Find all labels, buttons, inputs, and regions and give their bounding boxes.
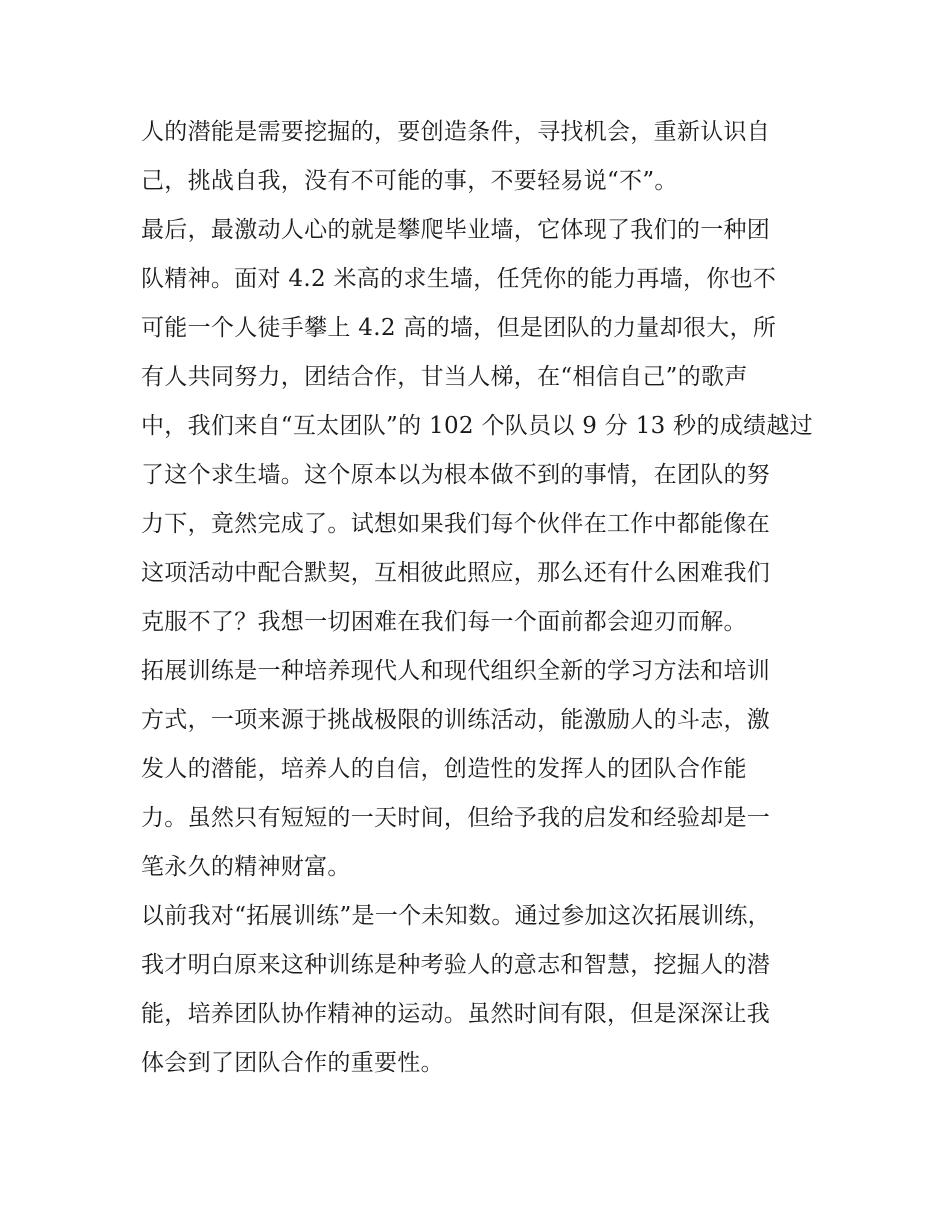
text-line: 有人共同努力，团结合作，甘当人梯，在“相信自己”的歌声 [141, 364, 748, 390]
text-line: 拓展训练是一种培养现代人和现代组织全新的学习方法和培训 [141, 658, 771, 684]
text-line: 中，我们来自“互太团队”的 102 个队员以 9 分 13 秒的成绩越过 [141, 413, 813, 439]
text-line: 力下，竟然完成了。试想如果我们每个伙伴在工作中都能像在 [141, 511, 771, 537]
paragraph-teamwork-conclusion [141, 892, 813, 1088]
text-line: 了这个求生墙。这个原本以为根本做不到的事情，在团队的努 [141, 462, 771, 488]
text-line: 我才明白原来这种训练是种考验人的意志和智慧，挖掘人的潜 [141, 952, 771, 978]
text-line: 能，培养团队协作精神的运动。虽然时间有限，但是深深让我 [141, 1001, 771, 1027]
text-line: 以前我对“拓展训练”是一个未知数。通过参加这次拓展训练， [141, 903, 771, 929]
text-line: 方式，一项来源于挑战极限的训练活动，能激励人的斗志，激 [141, 707, 771, 733]
text-line: 发人的潜能，培养人的自信，创造性的发挥人的团队合作能 [141, 756, 747, 782]
text-line: 笔永久的精神财富。 [141, 854, 351, 880]
text-line: 己，挑战自我，没有不可能的事，不要轻易说“不”。 [141, 168, 678, 194]
text-line: 体会到了团队合作的重要性。 [141, 1050, 444, 1076]
text-line: 克服不了？我想一切困难在我们每一个面前都会迎刃而解。 [141, 609, 747, 635]
text-line: 队精神。面对 4.2 米高的求生墙，任凭你的能力再墙，你也不 [141, 266, 777, 292]
text-line: 可能一个人徒手攀上 4.2 高的墙，但是团队的力量却很大，所 [141, 315, 777, 341]
text-line: 力。虽然只有短短的一天时间，但给予我的启发和经验却是一 [141, 805, 771, 831]
document-body [141, 108, 813, 1088]
text-line: 最后，最激动人心的就是攀爬毕业墙，它体现了我们的一种团 [141, 217, 771, 243]
text-line: 这项活动中配合默契，互相彼此照应，那么还有什么困难我们 [141, 560, 771, 586]
paragraph-potential [141, 108, 813, 206]
paragraph-expansion-training [141, 647, 813, 892]
text-line: 人的潜能是需要挖掘的，要创造条件，寻找机会，重新认识自 [141, 119, 771, 145]
paragraph-graduation-wall [141, 206, 813, 647]
